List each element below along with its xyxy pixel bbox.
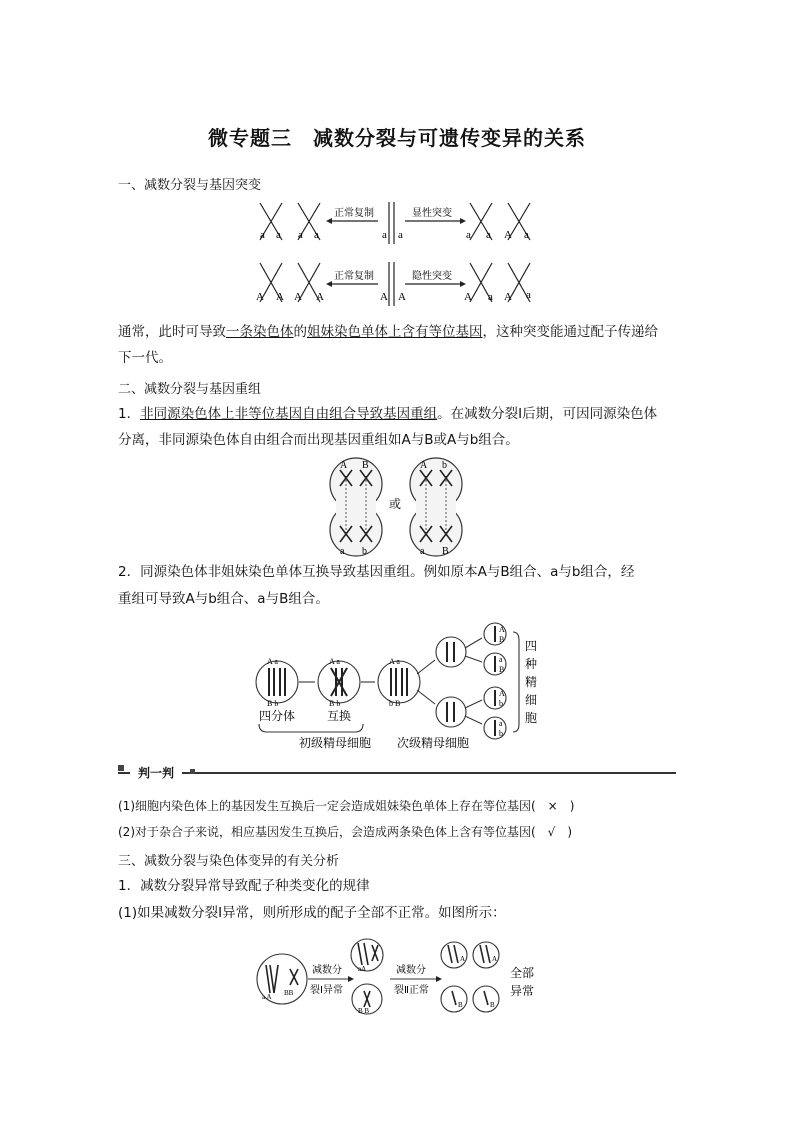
svg-text:b: b [499, 729, 503, 738]
section1-paragraph-line2: 下一代。 [118, 350, 172, 366]
judge-bullet-left [118, 765, 124, 771]
result-line2: 异常 [510, 984, 535, 998]
svg-text:b: b [499, 699, 503, 708]
svg-text:a: a [526, 289, 531, 301]
section2-item2-line1: 2．同源染色体非姐妹染色单体互换导致基因重组。例如原本A与B组合、a与b组合，经 [118, 564, 635, 580]
arrow1-bottom: 裂Ⅰ异常 [310, 985, 343, 996]
crossing-over-figure [255, 620, 545, 756]
svg-text:a: a [260, 229, 265, 241]
svg-text:a: a [398, 229, 403, 241]
judge-item-2: (2)对于杂合子来说，相应基因发生互换后，会造成两条染色体上含有等位基因( √ ) [118, 825, 573, 839]
judge-item-1: (1)细胞内染色体上的基因发生互换后一定会造成姐妹染色单体上存在等位基因( × ) [118, 799, 575, 813]
arrow1-top: 减数分 [312, 965, 342, 976]
svg-text:a: a [298, 229, 303, 241]
independent-assortment-figure [326, 456, 466, 558]
svg-text:aA: aA [358, 965, 367, 973]
section1-paragraph: 通常，此时可导致一条染色体的姐妹染色单体上含有等位基因，这种突变能通过配子传递给 [118, 324, 658, 340]
section3-heading: 三、减数分裂与染色体变异的有关分析 [118, 854, 340, 869]
result-line1: 全部 [510, 966, 535, 980]
row2-left-arrow-label: 正常复制 [334, 271, 374, 282]
svg-text:A: A [499, 689, 505, 698]
svg-text:A: A [504, 291, 512, 303]
svg-text:a: a [486, 229, 491, 241]
judge-bullet-right [190, 769, 195, 774]
svg-text:a: a [340, 546, 345, 557]
svg-text:A a: A a [267, 657, 278, 666]
label-four-0: 四 [525, 639, 538, 653]
svg-text:A: A [464, 291, 472, 303]
svg-text:B: B [442, 546, 449, 557]
label-four-1: 种 [525, 657, 538, 671]
svg-text:BB: BB [284, 989, 294, 997]
svg-text:A: A [492, 955, 498, 963]
svg-text:B: B [499, 665, 505, 674]
row1-left-arrow-label: 正常复制 [334, 208, 374, 219]
svg-text:a: a [276, 229, 281, 241]
svg-text:b: b [442, 460, 447, 471]
svg-text:A: A [294, 291, 302, 303]
svg-text:b: b [362, 546, 367, 557]
svg-text:B: B [362, 460, 369, 471]
svg-text:B: B [499, 635, 505, 644]
svg-text:A: A [276, 291, 284, 303]
section2-item2-line2: 重组可导致A与b组合、a与B组合。 [118, 591, 329, 607]
svg-text:a: a [524, 229, 529, 241]
svg-text:a: a [382, 229, 387, 241]
svg-text:B: B [490, 1001, 495, 1009]
section2-heading: 二、减数分裂与基因重组 [118, 382, 262, 397]
svg-text:a: a [488, 291, 493, 303]
label-secondary: 次级精母细胞 [397, 736, 470, 750]
svg-text:a A: a A [262, 993, 272, 1001]
or-label: 或 [389, 497, 402, 511]
svg-text:A: A [256, 291, 264, 303]
nondisjunction-figure [254, 935, 554, 1019]
svg-text:B b: B b [329, 699, 341, 708]
svg-text:a: a [314, 229, 319, 241]
svg-text:a: a [466, 229, 471, 241]
arrow2-bottom: 裂Ⅱ正常 [394, 985, 429, 996]
svg-text:A: A [340, 460, 348, 471]
svg-text:A: A [499, 625, 505, 634]
svg-text:B b: B b [267, 699, 279, 708]
label-four-2: 精 [525, 675, 538, 689]
judge-heading: 判一判 [130, 764, 182, 781]
svg-text:A: A [398, 291, 406, 303]
section3-item1-sub: (1)如果减数分裂Ⅰ异常，则所形成的配子全部不正常。如图所示： [118, 905, 506, 921]
arrow2-top: 减数分 [396, 965, 426, 976]
svg-text:A a: A a [329, 657, 340, 666]
svg-text:A: A [316, 291, 324, 303]
page-title: 微专题三 减数分裂与可遗传变异的关系 [208, 126, 586, 150]
label-tetrad: 四分体 [259, 709, 296, 723]
section2-item1-line2: 分离，非同源染色体自由组合而出现基因重组如A与B或A与b组合。 [118, 432, 519, 448]
svg-text:A: A [460, 955, 466, 963]
svg-text:b B: b B [389, 699, 401, 708]
mutation-figure [250, 198, 550, 310]
section1-heading: 一、减数分裂与基因突变 [118, 178, 262, 193]
label-four-3: 细 [525, 693, 538, 707]
svg-text:B: B [458, 1001, 463, 1009]
row1-right-arrow-label: 显性突变 [412, 208, 452, 219]
section3-item1: 1．减数分裂异常导致配子种类变化的规律 [118, 878, 370, 894]
svg-text:A: A [420, 460, 428, 471]
row2-right-arrow-label: 隐性突变 [412, 271, 452, 282]
svg-text:a: a [499, 655, 503, 664]
svg-text:A a: A a [389, 657, 400, 666]
svg-text:a: a [499, 719, 503, 728]
label-exchange: 互换 [327, 709, 352, 723]
label-four-4: 胞 [525, 711, 538, 725]
svg-text:A: A [504, 229, 512, 241]
svg-text:A: A [380, 291, 388, 303]
svg-text:a: a [420, 546, 425, 557]
section2-item1: 1．非同源染色体上非等位基因自由组合导致基因重组。在减数分裂Ⅰ后期，可因同源染色体 [118, 406, 658, 422]
label-primary: 初级精母细胞 [299, 736, 372, 750]
judge-divider [118, 772, 676, 774]
svg-text:B B: B B [358, 1007, 370, 1015]
